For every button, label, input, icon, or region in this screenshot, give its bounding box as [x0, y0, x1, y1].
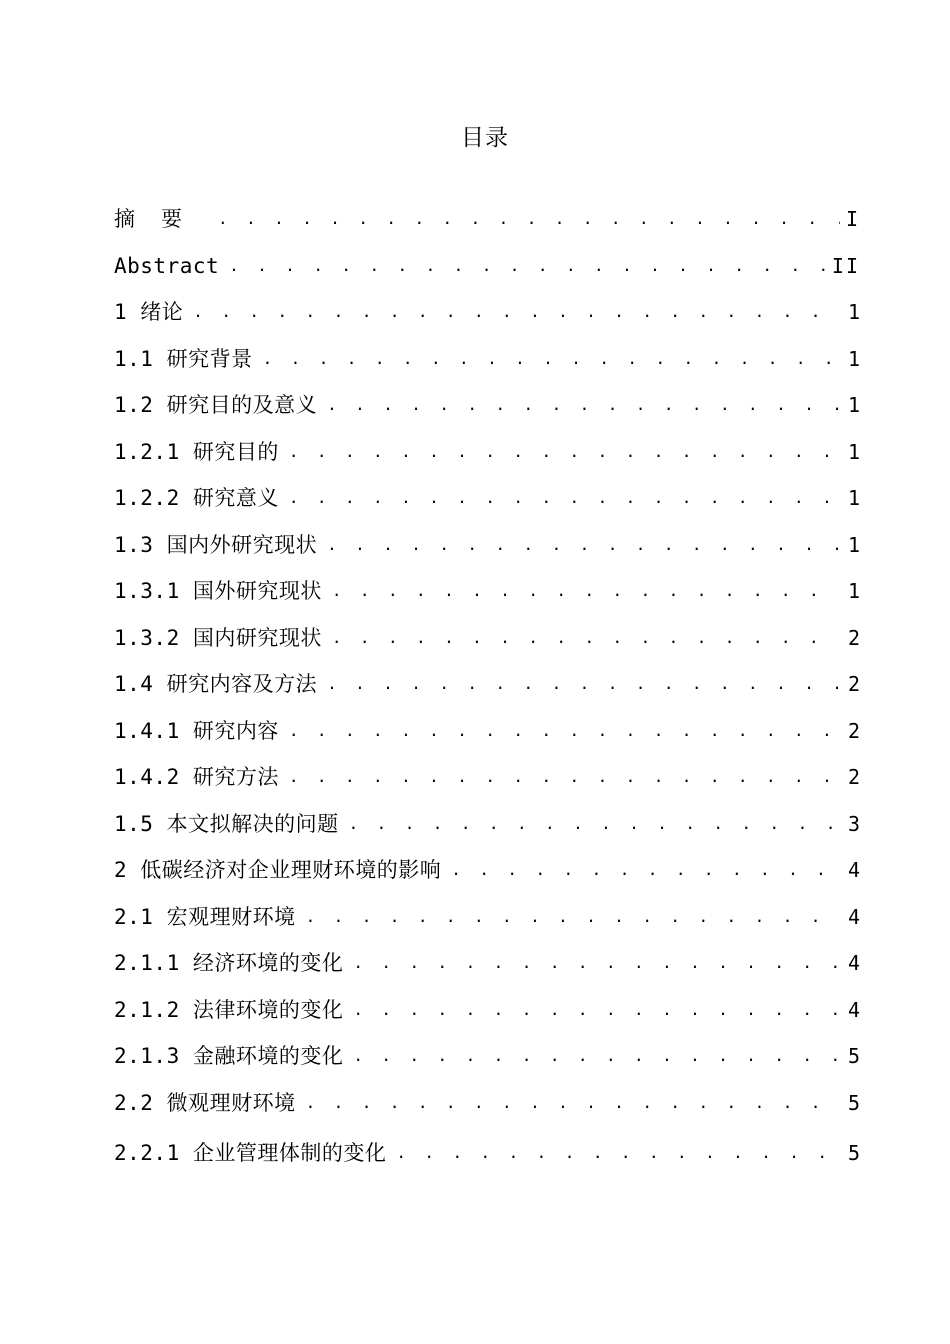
toc-entry	[114, 940, 860, 987]
toc-entry	[114, 243, 860, 290]
toc-entry-label: 1.2.1 研究目的	[114, 439, 279, 464]
toc-entry-label: 1.4.1 研究内容	[114, 718, 279, 743]
toc-entry-label: 1.5 本文拟解决的问题	[114, 811, 339, 836]
toc-dot-leader	[306, 1080, 840, 1127]
toc-entry	[114, 522, 860, 569]
toc-dot-leader	[193, 289, 840, 336]
toc-entry-label: 1.3 国内外研究现状	[114, 532, 318, 557]
toc-dot-leader	[327, 661, 840, 708]
toc-entry-label: 摘要	[114, 207, 208, 231]
toc-entry	[114, 754, 860, 801]
toc-entry	[114, 289, 860, 336]
toc-entry-page: 4	[847, 997, 860, 1022]
toc-dot-leader	[353, 987, 840, 1034]
toc-entry-label: 1.2 研究目的及意义	[114, 393, 318, 417]
toc-entry	[114, 568, 860, 615]
toc-entry-label: 1.1 研究背景	[114, 346, 253, 371]
toc-entry	[114, 336, 860, 383]
toc-entry-label: 2.1.3 金融环境的变化	[114, 1044, 344, 1068]
toc-entry-page: 3	[847, 811, 860, 836]
toc-dot-leader	[229, 243, 826, 290]
toc-entry-page: 1	[847, 346, 860, 371]
toc-entry-page: 5	[847, 1141, 860, 1165]
toc-dot-leader	[327, 522, 840, 569]
toc-entry-label: 1.3.2 国内研究现状	[114, 625, 322, 650]
toc-title: 目录	[461, 125, 509, 151]
toc-entry-page: 1	[847, 579, 860, 603]
toc-dot-leader	[263, 336, 840, 383]
toc-entry-page: 1	[847, 393, 860, 417]
toc-entry	[114, 382, 860, 429]
toc-entry-label: 2.2 微观理财环境	[114, 1090, 296, 1115]
toc-entry-page: 5	[847, 1044, 860, 1068]
toc-entry-page: 4	[847, 904, 860, 929]
toc-dot-leader	[289, 708, 840, 755]
toc-entry	[114, 661, 860, 708]
toc-entry-label: Abstract	[114, 253, 220, 278]
toc-entry	[114, 615, 860, 662]
toc-entry-page: 2	[847, 765, 860, 789]
toc-dot-leader	[327, 382, 840, 429]
toc-entry-label: 1.2.2 研究意义	[114, 486, 279, 510]
toc-entry	[114, 1080, 860, 1127]
toc-entry-label: 1.3.1 国外研究现状	[114, 579, 322, 603]
toc-dot-leader	[218, 196, 840, 243]
toc-dot-leader	[289, 429, 840, 476]
toc-dot-leader	[332, 615, 840, 662]
toc-entry	[114, 1033, 860, 1080]
toc-entry-label: 2 低碳经济对企业理财环境的影响	[114, 858, 442, 882]
toc-entry-page: 5	[847, 1090, 860, 1115]
toc-dot-leader	[353, 940, 840, 987]
toc-dot-leader	[289, 475, 840, 522]
toc-dot-leader	[353, 1033, 840, 1080]
toc-entry	[114, 1126, 860, 1180]
toc-entry-page: 1	[847, 532, 860, 557]
toc-entry-page: I	[845, 207, 860, 231]
toc-entry-label: 2.1 宏观理财环境	[114, 904, 296, 929]
toc-dot-leader	[306, 894, 840, 941]
toc-entry	[114, 801, 860, 848]
toc-entry	[114, 429, 860, 476]
toc-entry-label: 1 绪论	[114, 300, 184, 324]
toc-list	[114, 196, 860, 1180]
toc-dot-leader	[396, 1126, 840, 1180]
toc-dot-leader	[349, 801, 840, 848]
toc-entry-label: 2.2.1 企业管理体制的变化	[114, 1141, 387, 1165]
toc-entry-page: 1	[847, 486, 860, 510]
toc-entry-page: 1	[847, 439, 860, 464]
toc-entry-page: 1	[847, 300, 860, 324]
toc-entry	[114, 196, 860, 243]
toc-entry	[114, 894, 860, 941]
toc-entry-page: 2	[847, 718, 860, 743]
toc-entry-page: 2	[847, 672, 860, 696]
toc-entry	[114, 475, 860, 522]
toc-entry	[114, 987, 860, 1034]
toc-entry-page: II	[831, 253, 860, 278]
toc-entry-page: 2	[847, 625, 860, 650]
toc-entry-page: 4	[847, 858, 860, 882]
toc-entry-page: 4	[847, 951, 860, 975]
toc-entry-label: 1.4.2 研究方法	[114, 765, 279, 789]
toc-entry	[114, 708, 860, 755]
toc-entry-label: 2.1.1 经济环境的变化	[114, 951, 344, 975]
toc-dot-leader	[332, 568, 840, 615]
toc-entry-label: 1.4 研究内容及方法	[114, 672, 318, 696]
toc-dot-leader	[289, 754, 840, 801]
toc-dot-leader	[451, 847, 840, 894]
toc-entry-label: 2.1.2 法律环境的变化	[114, 997, 344, 1022]
toc-entry	[114, 847, 860, 894]
